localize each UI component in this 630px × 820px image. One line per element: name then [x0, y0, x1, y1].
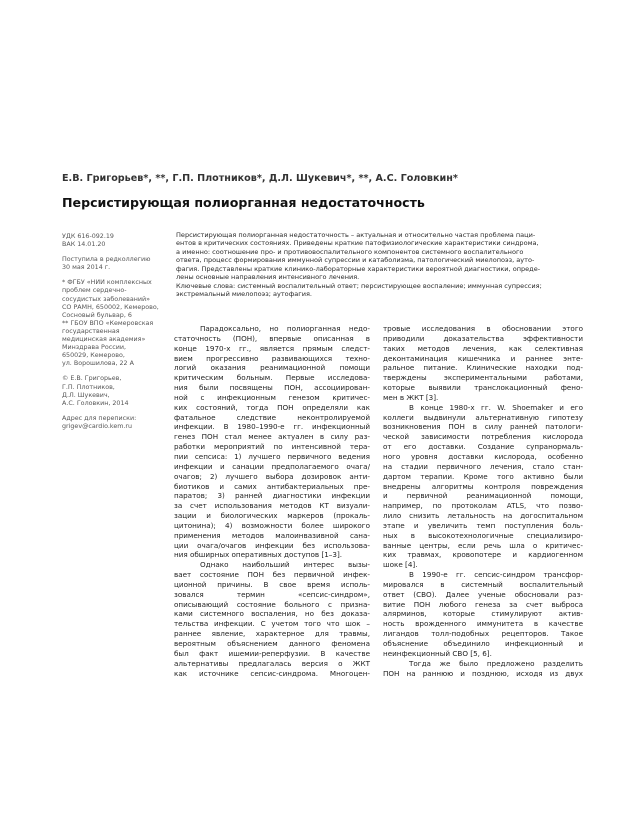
meta-line: медицинская академия»: [62, 336, 146, 344]
meta-line: проблем сердечно-: [62, 287, 127, 295]
body-line: мен в ЖКТ [3].: [383, 392, 439, 402]
body-line: за счет использования методов КТ визуали-: [174, 501, 370, 511]
body-line: ния обширных оперативных доступов [1–3].: [174, 550, 343, 560]
meta-line: А.С. Головкин, 2014: [62, 399, 129, 407]
body-line: алярминов, которые стимулируют актив-: [383, 609, 583, 619]
body-line: лило снизить летальность на догоспитальном: [383, 511, 583, 521]
body-line: тровые исследования в обосновании этого: [383, 324, 583, 333]
body-line: описывающий состояние больного с призна-: [174, 599, 370, 609]
body-line: паратов; 3) ранней диагностики инфекции: [174, 491, 370, 501]
abstract: [176, 231, 592, 299]
abstract-line: ответа, процесс формирования иммунной супрессии и катаболизма, патологический миелопоэз, ауто-: [176, 256, 535, 265]
body-line: был факт ишемии-реперфузии. В качестве: [174, 648, 370, 658]
meta-line: 650029, Кемерово,: [62, 352, 125, 360]
body-line: пии сепсиса: 1) лучшего первичного ведения: [174, 451, 370, 461]
meta-line: 30 мая 2014 г.: [62, 264, 111, 272]
udc-code: УДК 616-092.19: [62, 233, 114, 240]
body-line: В конце 1980-х гг. W. Shoemaker и его: [409, 402, 583, 412]
meta-line: Минздрава России,: [62, 344, 127, 352]
body-line: зовался термин «сепсис-синдром»,: [174, 589, 370, 599]
body-line: тельства инфекции. С учетом того что шок –: [174, 619, 370, 629]
abstract-line: фагия. Представлены краткие клинико-лабораторные характеристики вероятной диагностики, опреде-: [176, 264, 541, 273]
body-line: ных в высокотехнологичные специализиро-: [383, 530, 583, 540]
meta-line: © Е.В. Григорьев,: [62, 375, 122, 383]
body-line: лигандов толл-подобных рецепторов. Такое: [383, 629, 583, 639]
meta-line: Г.П. Плотников,: [62, 383, 115, 391]
body-line: очагов; 2) лучшего выбора дозировок анти-: [174, 471, 370, 481]
body-line: от его доставки. Создание супранормаль-: [383, 442, 583, 452]
body-line: ния были посвящены ПОН, ассоциирован-: [174, 383, 370, 393]
body-line: этапе и увеличить темп поступления боль-: [383, 520, 583, 530]
meta-line: Адрес для переписки:: [62, 414, 137, 422]
body-line: как источнике сепсис-синдрома. Многоцен-: [174, 668, 370, 678]
body-line: альтернативы предлагалась версия о ЖКТ: [174, 658, 370, 668]
body-line: генез ПОН стал менее актуален в силу раз-: [174, 432, 370, 442]
abstract-line: а именно: соотношение про- и противовоспалительного компонентов системного воспалительного: [176, 247, 524, 256]
body-line: шоке [4].: [383, 560, 418, 570]
keywords-line: Ключевые слова: системный воспалительный ответ; персистирующее воспаление; иммунная супрессия;: [176, 281, 542, 290]
body-line: коллеги выдвинули альтернативную гипотезу: [383, 412, 583, 422]
body-line: приводили доказательства эффективности: [383, 333, 583, 343]
body-line: ность врожденного иммунитета в качестве: [383, 619, 583, 629]
body-line: дартом терапии. Кроме того активно были: [383, 471, 583, 481]
received-date: [62, 256, 166, 272]
body-line: статочность (ПОН), впервые описанная в: [174, 333, 370, 343]
body-line: цитонина); 4) возможности более широкого: [174, 520, 370, 530]
body-line: В 1990-е гг. сепсис-синдром трансфор-: [409, 570, 583, 580]
authors-line: Е.В. Григорьев*, **, Г.П. Плотников*, Д.Л. Шукевич*, **, А.С. Головкин*: [62, 173, 458, 184]
keywords-line: экстремальный миелопоэз; аутофагия.: [176, 290, 313, 299]
abstract-line: Персистирующая полиорганная недостаточность – актуальная и относительно частая проблема паци-: [176, 231, 536, 239]
article-meta-sidebar: [62, 233, 166, 438]
body-line: конце 1970-х гг., является прямым следст-: [174, 343, 370, 353]
body-line: раннее явление, характерное для травмы,: [174, 629, 370, 639]
meta-line: Поступила в редколлегию: [62, 256, 151, 264]
body-line: деконтаминация кишечника и раннее энте-: [383, 353, 583, 363]
abstract-line: ентов в критических состояниях. Приведены краткие патофизиологические характеристики синдрома,: [176, 239, 539, 248]
body-column-right: [383, 324, 583, 678]
body-line: ПОН на раннюю и позднюю, исходя из двух: [383, 668, 583, 678]
affiliations: [62, 279, 166, 368]
body-line: таких методов лечения, как селективная: [383, 343, 583, 353]
body-line: Однако наибольший интерес вызы-: [200, 560, 370, 570]
copyright: [62, 375, 166, 407]
body-line: ной с инфекционным генезом критичес-: [174, 392, 370, 402]
body-line: ответ (СВО). Далее ученые обосновали раз-: [383, 589, 583, 599]
body-column-left: [174, 324, 370, 678]
body-line: на стадии первичного лечения, стало стан-: [383, 461, 583, 471]
meta-line: ул. Ворошилова, 22 А: [62, 360, 134, 368]
body-line: логий оказания реанимационной помощи: [174, 363, 370, 373]
body-line: неинфекционный СВО [5, 6].: [383, 648, 492, 658]
body-line: работки мероприятий по интенсивной тера-: [174, 442, 370, 452]
body-line: и первичной реанимационной помощи,: [383, 491, 583, 501]
classification-codes: [62, 233, 166, 249]
body-line: Тогда же было предложено разделить: [409, 658, 583, 668]
body-line: зации и биологических маркеров (прокаль-: [174, 511, 370, 521]
correspondence-email: grigev@cardio.kem.ru: [62, 422, 133, 430]
body-line: возникновения ПОН в силу ранней патологи-: [383, 422, 583, 432]
meta-line: СО РАМН, 650002, Кемерово,: [62, 303, 159, 311]
body-line: биотиков и самих антибактериальных пре-: [174, 481, 370, 491]
body-line: инфекции и санации предполагаемого очага/: [174, 461, 370, 471]
meta-line: государственная: [62, 327, 120, 335]
article-title: Персистирующая полиорганная недостаточность: [62, 195, 425, 210]
vak-code: ВАК 14.01.20: [62, 241, 106, 249]
body-line: витие ПОН любого генеза за счет выброса: [383, 599, 583, 609]
body-line: критическим больным. Первые исследова-: [174, 373, 370, 383]
correspondence: [62, 415, 166, 431]
body-line: ческой зависимости потребления кислорода: [383, 432, 583, 442]
body-line: например, по протоколам ATLS, что позво-: [383, 501, 583, 511]
meta-line: ** ГБОУ ВПО «Кемеровская: [62, 319, 154, 327]
body-line: которые выявили транслокационный фено-: [383, 383, 583, 393]
body-line: ральное питание. Клинические находки под-: [383, 363, 583, 373]
body-line: инфекции. В 1980–1990-е гг. инфекционный: [174, 422, 370, 432]
meta-line: * ФГБУ «НИИ комплексных: [62, 279, 152, 287]
meta-line: сосудистых заболеваний»: [62, 295, 150, 303]
body-line: ками системного воспаления, но без доказа-: [174, 609, 370, 619]
body-line: вием прогрессивно развивающихся техно-: [174, 353, 370, 363]
body-line: тверждены экспериментальными работами,: [383, 373, 583, 383]
body-line: вает состояние ПОН без первичной инфек-: [174, 570, 370, 580]
body-line: применения методов малоинвазивной сана-: [174, 530, 370, 540]
body-line: мировался в системный воспалительный: [383, 579, 583, 589]
body-line: Парадоксально, но полиорганная недо-: [200, 324, 370, 333]
meta-line: Д.Л. Шукевич,: [62, 391, 110, 399]
meta-line: Сосновый бульвар, 6: [62, 311, 132, 319]
body-line: ного уровня доставки кислорода, особенно: [383, 451, 583, 461]
body-line: внедрены алгоритмы контроля повреждения: [383, 481, 583, 491]
body-line: фатальное следствие неконтролируемой: [174, 412, 370, 422]
body-line: ции очага/очагов инфекции без использова-: [174, 540, 370, 550]
body-line: объяснение объединило инфекционный и: [383, 639, 583, 648]
abstract-line: лены основные направления интенсивного лечения.: [176, 273, 360, 282]
body-line: ких травмах, кровопотере и кардиогенном: [383, 550, 583, 560]
body-line: ких состояний, тогда ПОН определяли как: [174, 402, 370, 412]
body-line: ционной причины. В свое время исполь-: [174, 579, 370, 589]
body-line: ванные центры, если речь шла о критичес-: [383, 540, 583, 550]
body-line: вероятным объяснением данного феномена: [174, 639, 370, 648]
